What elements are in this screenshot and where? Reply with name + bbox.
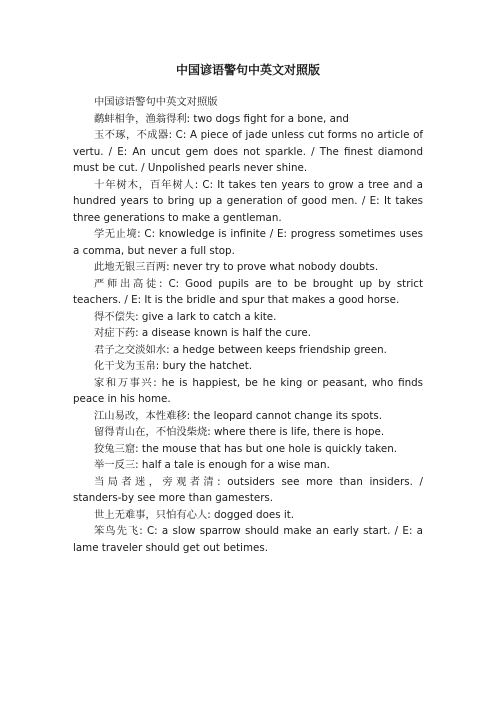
paragraph: 当局者迷，旁观者清: outsiders see more than insiders. / standers-by see more than gamesters. xyxy=(73,475,423,504)
paragraph: 严师出高徒: C: Good pupils are to be brought up by strict teachers. / E: It is the bridle and spur that makes a good horse. xyxy=(73,277,423,306)
paragraph: 十年树木，百年树人: C: It takes ten years to grow a tree and a hundred years to bring up a generation of good men. / E: It takes three generations to make a gentleman. xyxy=(73,178,423,224)
paragraph: 世上无难事，只怕有心人: dogged does it. xyxy=(94,508,295,521)
paragraph: 玉不琢，不成器: C: A piece of jade unless cut forms no article of vertu. / E: An uncut gem does not sparkle. / The finest diamond must be cut. / Unpolished pearls never shine. xyxy=(73,129,423,174)
paragraph: 家和万事兴: he is happiest, be he king or peasant, who finds peace in his home. xyxy=(73,376,423,405)
paragraph: 得不偿失: give a lark to catch a kite. xyxy=(94,310,277,323)
paragraph: 中国谚语警句中英文对照版 xyxy=(94,96,218,108)
paragraph: 学无止境: C: knowledge is infinite / E: progress sometimes uses a comma, but never a full stop. xyxy=(73,228,423,257)
document-body xyxy=(73,94,423,556)
paragraph: 君子之交淡如水: a hedge between keeps friendship green. xyxy=(94,343,387,356)
paragraph: 对症下药: a disease known is half the cure. xyxy=(94,327,311,339)
paragraph: 留得青山在，不怕没柴烧: where there is life, there is hope. xyxy=(94,426,385,438)
paragraph: 笨鸟先飞: C: a slow sparrow should make an early start. / E: a lame traveler should get out betimes. xyxy=(73,525,423,554)
document-title: 中国谚语警句中英文对照版 xyxy=(175,63,320,77)
paragraph: 此地无银三百两: never try to prove what nobody doubts. xyxy=(94,261,379,273)
paragraph: 江山易改，本性难移: the leopard cannot change its spots. xyxy=(94,409,383,422)
paragraph: 化干戈为玉帛: bury the hatchet. xyxy=(94,360,253,372)
paragraph: 狡兔三窟: the mouse that has but one hole is quickly taken. xyxy=(94,442,398,455)
paragraph: 举一反三: half a tale is enough for a wise man. xyxy=(94,459,330,471)
paragraph: 鹬蚌相争，渔翁得利: two dogs fight for a bone, and xyxy=(94,112,349,125)
